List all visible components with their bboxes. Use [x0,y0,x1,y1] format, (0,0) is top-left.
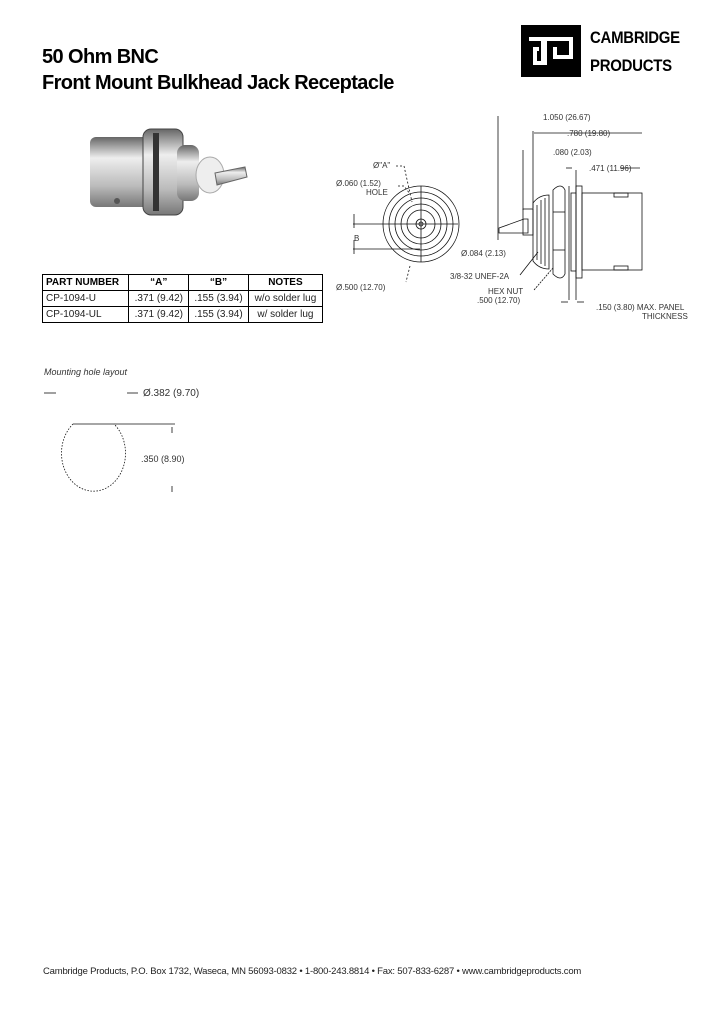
cell-notes: w/o solder lug [248,291,322,307]
technical-drawing [0,0,720,340]
logo-name-line-1: CAMBRIDGE [590,28,680,47]
logo-name-line-2: PRODUCTS [590,56,672,75]
panel-thickness-label: .150 (3.80) MAX. PANEL [596,303,685,312]
col-b: “B” [189,275,249,291]
cell-part: CP-1094-U [43,291,129,307]
thread-label: 3/8-32 UNEF-2A [450,272,510,281]
flange-length-label: .471 (11.96) [589,164,632,173]
footer-contact: Cambridge Products, P.O. Box 1732, Waseca, MN 56093-0832 • 1-800-243.8814 • Fax: 507-833-6287 • www.cambridgeproducts.com [43,966,582,977]
col-part-number: PART NUMBER [43,275,129,291]
cell-part: CP-1094-UL [43,307,129,323]
step-length-label: .080 (2.03) [553,148,592,157]
mounting-hole-title: Mounting hole layout [44,367,128,377]
col-notes: NOTES [248,275,322,291]
mount-flat-label: .350 (8.90) [141,454,185,464]
cell-b: .155 (3.94) [189,291,249,307]
mount-width-label: Ø.382 (9.70) [143,388,200,399]
cell-notes: w/ solder lug [248,307,322,323]
col-a: “A” [129,275,189,291]
cell-a: .371 (9.42) [129,291,189,307]
hole-label: HOLE [366,188,388,197]
overall-length-label: 1.050 (26.67) [543,113,591,122]
hex-size-label: .500 (12.70) [477,296,521,305]
b-label: B [354,234,360,243]
panel-thickness-label-2: THICKNESS [642,312,688,321]
title-line-2: Front Mount Bulkhead Jack Receptacle [42,72,394,94]
hex-nut-label: HEX NUT [488,287,524,296]
cell-b: .155 (3.94) [189,307,249,323]
pin-dia-label: Ø.084 (2.13) [461,249,506,258]
side-view [498,116,642,302]
cell-a: .371 (9.42) [129,307,189,323]
hole-dia-label: Ø.060 (1.52) [336,179,381,188]
body-length-label: .780 (19.80) [567,129,611,138]
outer-dia-label: Ø.500 (12.70) [336,283,386,292]
title-line-1: 50 Ohm BNC [42,46,159,68]
dia-a-label: Ø"A" [373,161,391,170]
